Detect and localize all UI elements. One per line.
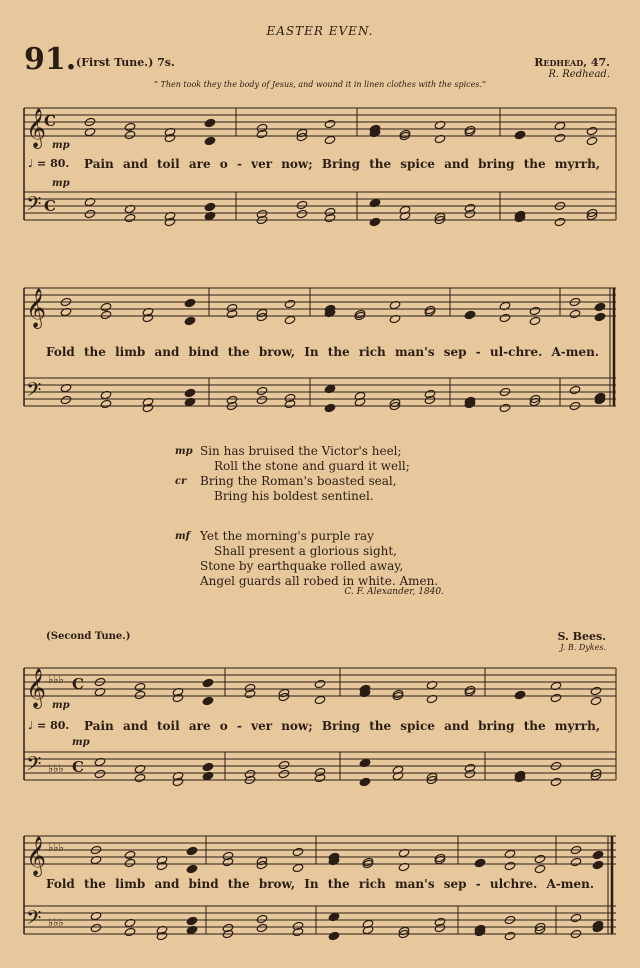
verse-2b xyxy=(200,474,397,504)
notehead xyxy=(499,313,511,322)
verse-3 xyxy=(200,529,438,589)
bass-clef-icon: 𝄢 xyxy=(26,378,42,406)
notehead xyxy=(134,690,146,699)
staff-bass-system4 xyxy=(24,906,616,934)
notehead xyxy=(550,693,562,702)
notehead xyxy=(100,302,112,311)
dynamic-mp: mp xyxy=(52,178,70,189)
notehead xyxy=(256,395,268,404)
dynamic-mf: mf xyxy=(175,531,190,542)
notehead xyxy=(534,854,546,863)
notehead xyxy=(590,686,602,695)
notehead xyxy=(570,857,582,866)
notehead xyxy=(594,302,606,311)
notehead xyxy=(504,931,516,940)
verse-line: Roll the stone and guard it well; xyxy=(214,459,410,473)
verse-line: Bring his boldest sentinel. xyxy=(214,489,374,503)
notehead xyxy=(256,386,268,395)
svg-text:♭♭♭: ♭♭♭ xyxy=(48,762,64,775)
staff-bass-system2 xyxy=(24,378,616,406)
notehead xyxy=(514,690,526,699)
dynamic-mp: mp xyxy=(52,140,70,151)
notehead xyxy=(594,312,606,321)
notehead xyxy=(204,202,216,211)
notehead xyxy=(314,679,326,688)
lyrics-line-1: Pain and toil are o - ver now; Bring the spice and bring the myrrh, xyxy=(84,157,601,171)
treble-clef-icon: 𝄞 xyxy=(26,668,47,708)
notehead xyxy=(256,914,268,923)
treble-clef-icon: 𝄞 xyxy=(26,836,47,876)
notehead xyxy=(284,315,296,324)
staff-bass-system1 xyxy=(24,192,616,220)
staff-treble-system2 xyxy=(24,288,616,316)
notehead xyxy=(592,860,604,869)
svg-text:C: C xyxy=(72,675,84,693)
lyrics-line-2: Fold the limb and bind the brow, In the rich man's sep - ul-chre. A-men. xyxy=(46,345,600,359)
notehead xyxy=(550,777,562,786)
running-head: EASTER EVEN. xyxy=(266,24,374,38)
second-tune-composer: S. Bees. xyxy=(557,630,606,643)
notehead xyxy=(359,777,371,786)
notehead xyxy=(529,316,541,325)
notehead xyxy=(204,118,216,127)
treble-clef-icon: 𝄞 xyxy=(26,108,47,148)
notehead xyxy=(184,388,196,397)
notehead xyxy=(256,860,268,869)
notehead xyxy=(84,209,96,218)
notehead xyxy=(186,916,198,925)
notehead xyxy=(100,399,112,408)
notehead xyxy=(324,119,336,128)
tempo-marking: ♩ = 80. xyxy=(28,157,70,170)
notehead xyxy=(529,306,541,315)
notehead xyxy=(586,136,598,145)
notehead xyxy=(90,923,102,932)
notehead xyxy=(186,864,198,873)
notehead xyxy=(100,310,112,319)
notehead xyxy=(278,769,290,778)
first-tune-label: (First Tune.) 7s. xyxy=(76,56,175,69)
notehead xyxy=(124,213,136,222)
notehead xyxy=(464,310,476,319)
notehead xyxy=(134,773,146,782)
verse-line: Yet the morning's purple ray xyxy=(200,529,374,543)
verse-line: Sin has bruised the Victor's heel; xyxy=(200,444,402,458)
notehead xyxy=(296,132,308,141)
first-tune-composer: Redhead, 47. xyxy=(534,56,610,69)
notehead xyxy=(124,927,136,936)
svg-text:C: C xyxy=(44,112,56,130)
verse-line: Stone by earthquake rolled away, xyxy=(200,559,404,573)
notehead xyxy=(134,682,146,691)
lyrics-line-2: Fold the limb and bind the brow, In the rich man's sep - ulchre. A-men. xyxy=(46,877,595,891)
treble-clef-icon: 𝄞 xyxy=(26,288,47,328)
notehead xyxy=(590,696,602,705)
svg-text:C: C xyxy=(44,197,56,215)
notehead xyxy=(202,678,214,687)
notehead xyxy=(278,692,290,701)
verse-line: Angel guards all robed in white. Amen. xyxy=(200,574,439,588)
notehead xyxy=(569,309,581,318)
scripture-epigraph: “ Then took they the body of Jesus, and wound it in linen clothes with the spices.” xyxy=(153,80,487,89)
notehead xyxy=(592,850,604,859)
notehead xyxy=(296,209,308,218)
notehead xyxy=(504,861,516,870)
notehead xyxy=(586,126,598,135)
first-tune-arranger: R. Redhead. xyxy=(548,69,610,80)
notehead xyxy=(324,403,336,412)
notehead xyxy=(124,122,136,131)
dynamic-cr: cr xyxy=(175,476,187,487)
verse-line: Shall present a glorious sight, xyxy=(214,544,397,558)
bass-clef-icon: 𝄢 xyxy=(26,752,42,780)
second-tune-arranger: J. B. Dykes. xyxy=(560,643,606,652)
notehead xyxy=(202,696,214,705)
verse-line: Bring the Roman's boasted seal, xyxy=(200,474,397,488)
notehead xyxy=(256,312,268,321)
svg-text:C: C xyxy=(72,758,84,776)
notehead xyxy=(184,316,196,325)
hymn-author: C. F. Alexander, 1840. xyxy=(344,587,444,597)
tempo-marking: ♩ = 80. xyxy=(28,719,70,732)
notehead xyxy=(94,769,106,778)
second-tune-label: (Second Tune.) xyxy=(46,631,131,642)
notehead xyxy=(499,403,511,412)
svg-text:♭♭♭: ♭♭♭ xyxy=(48,673,64,686)
notehead xyxy=(328,931,340,940)
svg-text:♭♭♭: ♭♭♭ xyxy=(48,841,64,854)
notehead xyxy=(278,760,290,769)
notehead xyxy=(554,217,566,226)
notehead xyxy=(314,695,326,704)
staff-treble-system1 xyxy=(24,108,616,136)
notehead xyxy=(514,130,526,139)
dynamic-mp: mp xyxy=(52,700,70,711)
notehead xyxy=(60,395,72,404)
svg-text:♭♭♭: ♭♭♭ xyxy=(48,916,64,929)
lyrics-line-1: Pain and toil are o - ver now; Bring the spice and bring the myrrh, xyxy=(84,719,601,733)
notehead xyxy=(284,299,296,308)
verse-2 xyxy=(200,444,410,474)
notehead xyxy=(474,858,486,867)
dynamic-mp: mp xyxy=(175,446,193,457)
hymn-number: 91. xyxy=(24,42,77,77)
notehead xyxy=(324,135,336,144)
bass-clef-icon: 𝄢 xyxy=(26,192,42,220)
notehead xyxy=(202,762,214,771)
dynamic-mp: mp xyxy=(72,737,90,748)
notehead xyxy=(124,850,136,859)
notehead xyxy=(569,385,581,394)
notehead xyxy=(296,200,308,209)
notehead xyxy=(570,913,582,922)
notehead xyxy=(292,863,304,872)
staff-treble-system4 xyxy=(24,836,616,864)
notehead xyxy=(534,864,546,873)
notehead xyxy=(256,923,268,932)
notehead xyxy=(292,847,304,856)
notehead xyxy=(124,130,136,139)
notehead xyxy=(204,136,216,145)
notehead xyxy=(554,133,566,142)
staff-treble-system3 xyxy=(24,668,616,696)
notehead xyxy=(369,217,381,226)
bass-clef-icon: 𝄢 xyxy=(26,906,42,934)
notehead xyxy=(186,846,198,855)
notehead xyxy=(124,858,136,867)
notehead xyxy=(184,298,196,307)
